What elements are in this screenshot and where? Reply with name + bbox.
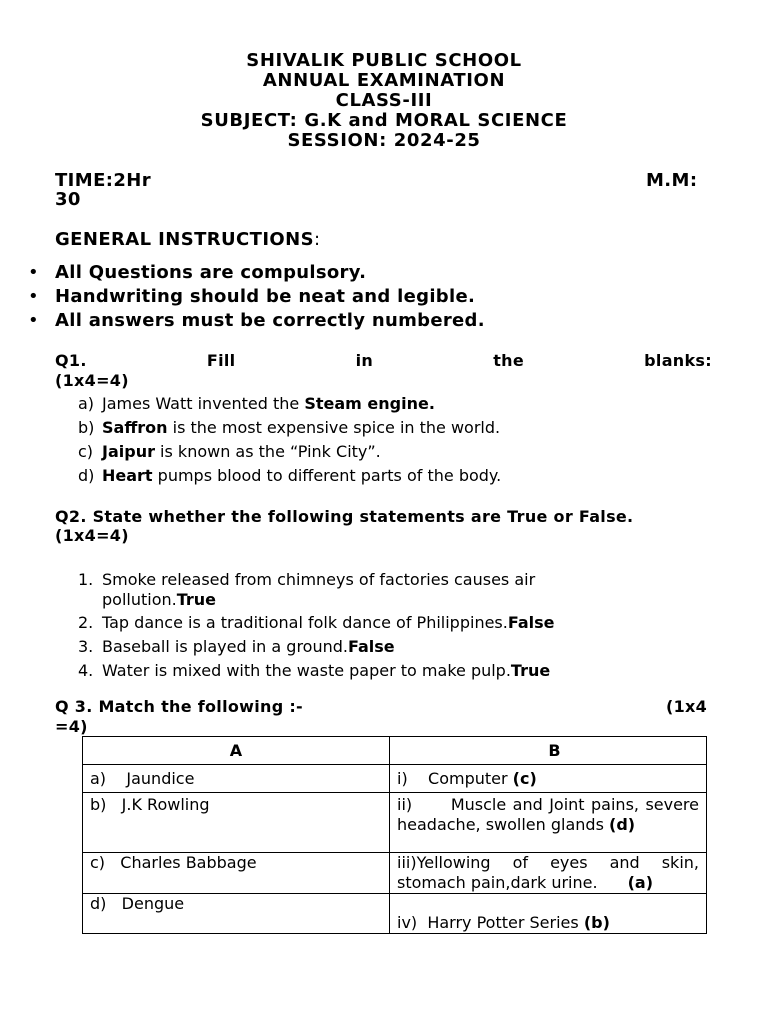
item-text: Water is mixed with the waste paper to make pulp.: [102, 661, 511, 680]
q1-item: [78, 466, 501, 486]
class-title: CLASS-III: [335, 90, 433, 111]
q1-title: [55, 351, 712, 370]
cell-text: d) Dengue: [90, 894, 185, 913]
bullet-icon: •: [28, 262, 39, 283]
q2-item: [78, 570, 712, 610]
item-answer: False: [507, 613, 555, 632]
cell-text: b) J.K Rowling: [90, 795, 210, 814]
item-label: 4.: [78, 661, 94, 680]
cell-b: [390, 853, 707, 894]
item-text: is the most expensive spice in the world.: [167, 418, 501, 437]
q2-item: [78, 613, 555, 633]
q1-word: Fill: [206, 351, 236, 370]
cell-text: a) Jaundice: [90, 768, 195, 788]
cell-b: [390, 793, 707, 853]
q1-item: [78, 394, 435, 414]
instructions-title: GENERAL INSTRUCTIONS: [55, 229, 314, 250]
subject-title: SUBJECT: G.K and MORAL SCIENCE: [200, 110, 568, 131]
school-name: SHIVALIK PUBLIC SCHOOL: [246, 50, 522, 71]
q1-word: blanks:: [644, 351, 712, 370]
item-text: Baseball is played in a ground.: [102, 637, 348, 656]
instruction-text: All answers must be correctly numbered.: [55, 310, 485, 331]
match-table: [82, 736, 707, 934]
column-b-header: B: [390, 737, 707, 765]
table-row: [83, 765, 707, 793]
cell-a: [83, 793, 390, 853]
item-text: Tap dance is a traditional folk dance of Philippines.: [102, 613, 508, 632]
exam-title: ANNUAL EXAMINATION: [262, 70, 506, 91]
cell-answer: (a): [627, 873, 653, 892]
item-text: pumps blood to different parts of the body.: [152, 466, 502, 485]
cell-text: iii)Yellowing of eyes and skin, stomach pain,dark urine.: [397, 853, 699, 892]
cell-b: [390, 765, 707, 793]
q1-word: the: [493, 351, 525, 370]
cell-a: [83, 765, 390, 793]
q2-item: [78, 637, 395, 657]
table-row: [83, 793, 707, 853]
cell-answer: (d): [609, 815, 636, 834]
item-label: a): [78, 394, 95, 413]
item-label: c): [78, 442, 94, 461]
q2-item: [78, 661, 550, 681]
item-text: James Watt invented the: [102, 394, 305, 413]
item-label: 3.: [78, 637, 94, 656]
instructions-colon: :: [313, 229, 321, 250]
cell-text: iv) Harry Potter Series: [397, 913, 584, 932]
cell-answer: (b): [583, 913, 610, 932]
column-a-header: A: [83, 737, 390, 765]
q3-title: Q 3. Match the following :-: [55, 697, 303, 716]
instruction-item: [28, 263, 366, 283]
item-label: d): [78, 466, 95, 485]
q1-word: in: [355, 351, 374, 370]
instruction-text: Handwriting should be neat and legible.: [55, 286, 476, 307]
q1-marks: (1x4=4): [55, 371, 129, 390]
q2-title: [55, 507, 712, 526]
table-header-row: [83, 737, 707, 765]
q2-marks: (1x4=4): [55, 526, 129, 545]
item-text: Smoke released from chimneys of factories causes air: [102, 570, 536, 589]
item-label: b): [78, 418, 95, 437]
item-answer: Saffron: [102, 418, 168, 437]
item-text: pollution.: [102, 590, 177, 609]
table-row: [83, 894, 707, 934]
bullet-icon: •: [28, 286, 39, 307]
instruction-item: [28, 311, 485, 331]
item-answer: False: [347, 637, 395, 656]
session-title: SESSION: 2024-25: [287, 130, 481, 151]
cell-text: ii) Muscle and Joint pains, severe headache, swollen glands: [397, 795, 705, 834]
instruction-item: [28, 287, 475, 307]
max-marks-label: M.M:: [646, 170, 698, 191]
item-text: is known as the “Pink City”.: [154, 442, 381, 461]
q1-item: [78, 418, 500, 438]
cell-a: [83, 853, 390, 894]
instructions-heading: [55, 230, 320, 250]
cell-answer: (c): [512, 768, 537, 788]
instruction-text: All Questions are compulsory.: [55, 262, 367, 283]
item-label: 2.: [78, 613, 94, 632]
q1-item: [78, 442, 381, 462]
max-marks-value: 30: [55, 189, 81, 210]
q1-word: Q1.: [55, 351, 87, 370]
cell-b: [390, 894, 707, 934]
item-label: 1.: [78, 570, 94, 589]
cell-text: c) Charles Babbage: [90, 853, 257, 872]
time-label: TIME:2Hr: [55, 170, 152, 191]
item-answer: Steam engine.: [304, 394, 435, 413]
q3-marks: (1x4: [666, 697, 708, 716]
cell-a: [83, 894, 390, 934]
item-answer: True: [176, 590, 217, 609]
item-answer: True: [510, 661, 551, 680]
item-answer: Jaipur: [102, 442, 155, 461]
cell-text: i) Computer: [397, 768, 513, 788]
table-row: [83, 853, 707, 894]
item-answer: Heart: [102, 466, 153, 485]
bullet-icon: •: [28, 310, 39, 331]
q3-marks-cont: =4): [55, 717, 88, 736]
q2-statement: Q2. State whether the following statements are True or False.: [55, 507, 634, 526]
